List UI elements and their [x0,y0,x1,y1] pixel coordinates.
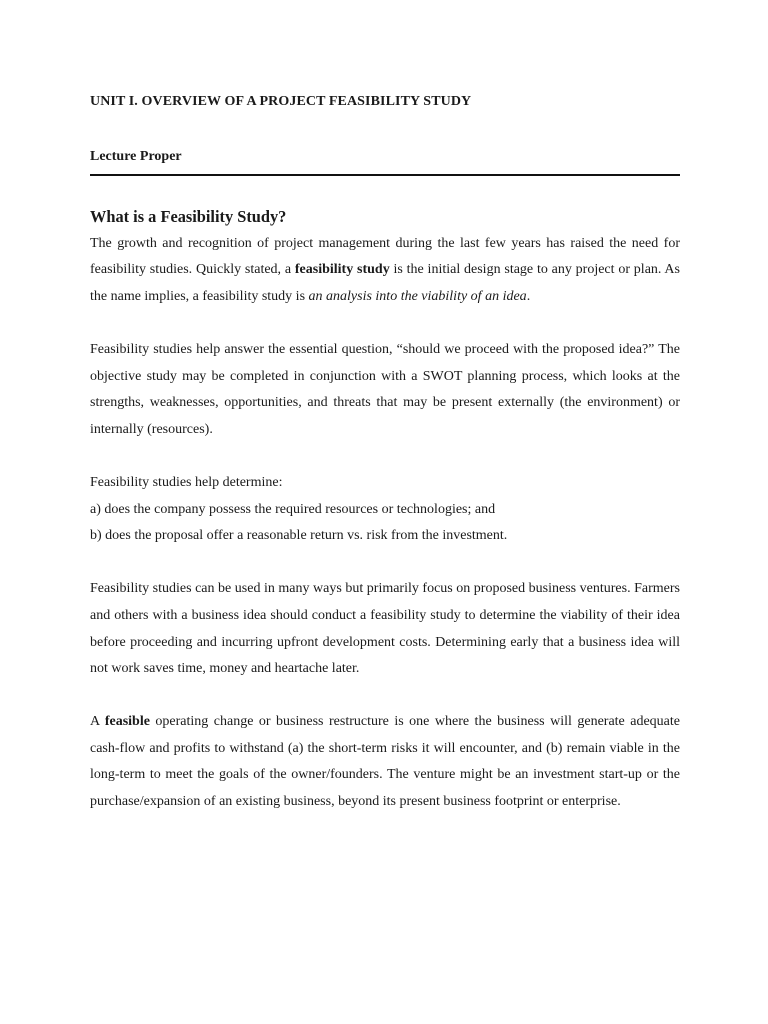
page-content [90,92,680,810]
paragraph-feasible-start: A [90,714,105,730]
paragraph-feasible-text: operating change or business restructure is one where the business will generate adequate cash-flow and profits to withstand (a) the short-term risks it will encounter, and (b) remain viable in the long-term to meet the goals of the owner/founders. The venture might be an investment start-up or the purchase/expansion of an existing business, beyond its present business footprint or enterprise. [90,714,680,810]
paragraph-swot: Feasibility studies help answer the essential question, “should we proceed with the proposed idea?” The objective study may be completed in conjunction with a SWOT planning process, which looks at the strengths, weaknesses, opportunities, and threats that may be present externally (the environment) or internally (resources). [90,341,680,437]
paragraph-gap [90,310,680,337]
determine-item-a: a) does the company possess the required resources or technologies; and [90,501,496,517]
paragraph-gap [90,683,680,710]
unit-title: UNIT I. OVERVIEW OF A PROJECT FEASIBILITY STUDY [90,94,472,109]
paragraph-gap [90,550,680,577]
paragraph-definition-text: The growth and recognition of project management during the last few years has raised the need for feasibility studies. Quickly stated, a [90,235,680,278]
determine-item-b: b) does the proposal offer a reasonable return vs. risk from the investment. [90,528,508,544]
term-feasible: feasible [104,714,150,730]
paragraph-uses: Feasibility studies can be used in many ways but primarily focus on proposed business ventures. Farmers and others with a business idea should conduct a feasibility study to determine the viability of their idea before proceeding and incurring upfront development costs. Determining early that a business idea will not work saves time, money and heartache later. [90,581,680,677]
term-feasibility-study: feasibility study [294,262,390,278]
determine-intro: Feasibility studies help determine: [90,474,283,490]
lecture-title: Lecture Proper [90,149,182,164]
paragraph-definition-end: . [526,288,531,304]
paragraph-definition-text-2: is the initial design stage to any project or plan. As the name implies, a feasibility study is [90,262,680,304]
section-heading: What is a Feasibility Study? [90,207,287,226]
paragraph-feasible [90,709,680,815]
body-text [90,204,680,816]
emphasis-viability: an analysis into the viability of an idea [308,288,527,304]
horizontal-rule [90,174,680,176]
paragraph-definition [90,231,680,311]
paragraph-gap [90,443,680,470]
